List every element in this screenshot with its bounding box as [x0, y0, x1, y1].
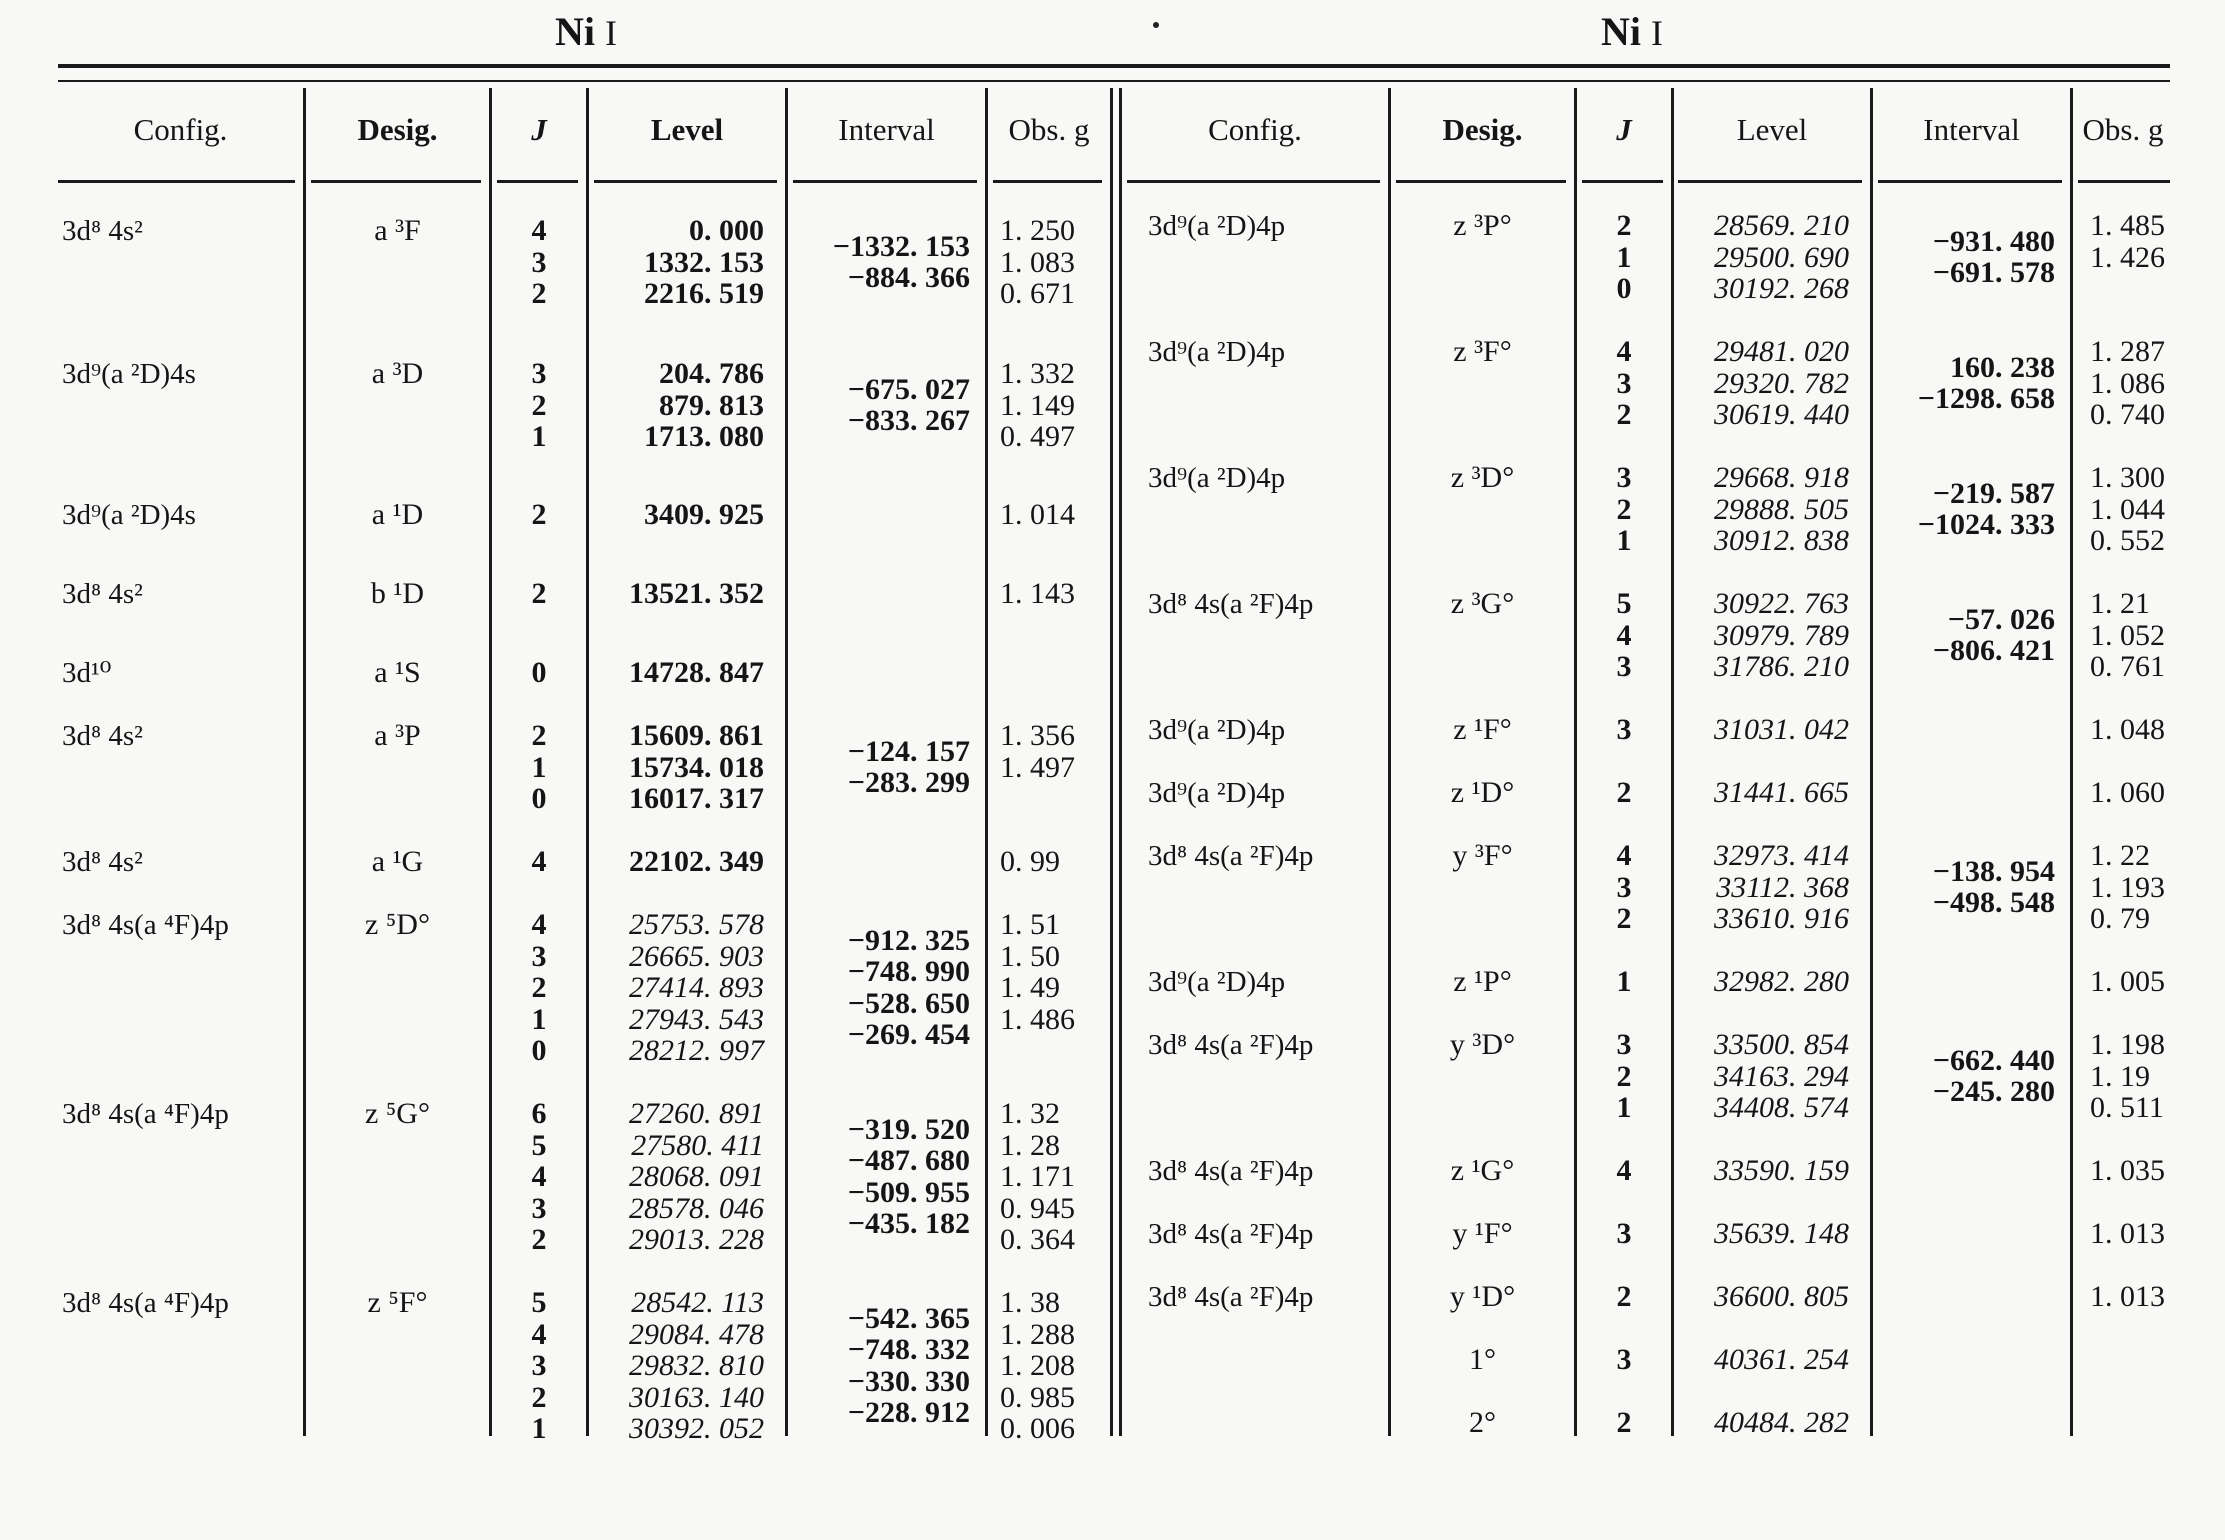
top-rule-thick	[58, 64, 2170, 68]
col-sep-right-j	[1671, 88, 1674, 1436]
j-cell: 3	[1616, 1028, 1632, 1061]
level-cell: 33112. 368	[1716, 870, 1849, 904]
designation-cell: b ¹D	[370, 577, 425, 610]
obs-g-cell: 0. 511	[2090, 1091, 2164, 1124]
obs-g-cell: 1. 28	[1000, 1128, 1060, 1162]
j-cell: 1	[1616, 965, 1632, 998]
level-cell: 29832. 810	[629, 1349, 764, 1382]
designation-cell: z ¹G°	[1450, 1154, 1515, 1187]
j-cell: 4	[531, 908, 547, 941]
level-cell: 30392. 052	[629, 1412, 764, 1445]
obs-g-cell: 0. 497	[1000, 420, 1075, 453]
obs-g-cell: 1. 013	[2090, 1217, 2165, 1250]
j-cell: 2	[531, 498, 547, 531]
level-cell: 3409. 925	[644, 498, 764, 531]
level-cell: 2216. 519	[644, 277, 764, 310]
left-header-level: Level	[650, 112, 724, 147]
level-cell: 33500. 854	[1714, 1028, 1849, 1061]
level-cell: 40484. 282	[1714, 1406, 1849, 1439]
interval-cell: −931. 480	[1932, 224, 2055, 258]
obs-g-cell: 1. 332	[1000, 357, 1075, 390]
interval-cell: −833. 267	[847, 404, 970, 438]
designation-cell: z ⁵G°	[365, 1097, 430, 1130]
interval-cell: −487. 680	[847, 1144, 970, 1178]
obs-g-cell: 0. 671	[1000, 277, 1075, 310]
j-cell: 2	[531, 1380, 547, 1414]
header-rule-right-level	[1678, 180, 1862, 183]
level-cell: 30163. 140	[629, 1380, 764, 1414]
level-cell: 31031. 042	[1714, 713, 1849, 746]
interval-cell: −528. 650	[847, 986, 970, 1020]
config-cell: 3d⁸ 4s(a ⁴F)4p	[62, 1098, 229, 1130]
left-header-config: Config.	[133, 112, 228, 147]
level-cell: 14728. 847	[629, 656, 764, 689]
config-cell: 3d⁸ 4s²	[62, 846, 143, 878]
j-cell: 0	[1616, 272, 1632, 305]
designation-cell: y ¹F°	[1452, 1217, 1513, 1250]
j-cell: 1	[1616, 1091, 1632, 1124]
interval-cell: −912. 325	[847, 923, 970, 957]
interval-cell: −884. 366	[847, 261, 970, 295]
right-header-config: Config.	[1208, 112, 1302, 147]
j-cell: 4	[531, 845, 547, 878]
j-cell: 3	[1616, 713, 1632, 746]
obs-g-cell: 1. 288	[1000, 1317, 1075, 1351]
top-rule-thin	[58, 80, 2170, 82]
table-divider-b	[1119, 88, 1122, 1436]
left-title-element: Ni	[555, 9, 595, 54]
stray-ink-dot	[1153, 22, 1159, 28]
j-cell: 2	[1616, 1280, 1632, 1313]
level-cell: 30192. 268	[1714, 272, 1849, 305]
table-divider-a	[1110, 88, 1113, 1436]
interval-cell: −1298. 658	[1917, 382, 2055, 416]
designation-cell: y ¹D°	[1449, 1280, 1516, 1313]
designation-cell: z ³D°	[1450, 461, 1515, 494]
interval-cell: −228. 912	[847, 1396, 970, 1430]
obs-g-cell: 1. 32	[1000, 1097, 1060, 1130]
config-cell: 3d⁸ 4s(a ⁴F)4p	[62, 909, 229, 941]
level-cell: 31786. 210	[1714, 650, 1849, 683]
j-cell: 1	[531, 420, 547, 453]
header-rule-right-desig	[1396, 180, 1566, 183]
col-sep-left-j	[586, 88, 589, 1436]
obs-g-cell: 1. 083	[1000, 245, 1075, 279]
designation-cell: a ³D	[371, 357, 424, 390]
interval-cell: −748. 990	[847, 955, 970, 989]
j-cell: 4	[1616, 618, 1632, 652]
j-cell: 1	[1616, 240, 1632, 274]
config-cell: 3d⁸ 4s(a ²F)4p	[1148, 588, 1314, 620]
obs-g-cell: 1. 060	[2090, 776, 2165, 809]
level-cell: 32982. 280	[1714, 965, 1849, 998]
j-cell: 2	[1616, 776, 1632, 809]
config-cell: 3d⁸ 4s(a ²F)4p	[1148, 1281, 1314, 1313]
config-cell: 3d⁹(a ²D)4p	[1148, 714, 1286, 746]
j-cell: 3	[1616, 366, 1632, 400]
designation-cell: a ³F	[374, 214, 421, 247]
j-cell: 4	[531, 1160, 547, 1193]
j-cell: 2	[531, 1223, 547, 1256]
config-cell: 3d⁹(a ²D)4p	[1148, 462, 1286, 494]
level-cell: 26665. 903	[629, 939, 764, 973]
level-cell: 30619. 440	[1714, 398, 1849, 431]
level-cell: 30979. 789	[1714, 618, 1849, 652]
j-cell: 1	[531, 1002, 547, 1036]
j-cell: 0	[531, 1034, 547, 1067]
j-cell: 3	[1616, 1343, 1632, 1376]
obs-g-cell: 1. 052	[2090, 618, 2165, 652]
j-cell: 3	[1616, 870, 1632, 904]
left-header-interval: Interval	[838, 112, 935, 147]
level-cell: 34163. 294	[1714, 1059, 1849, 1093]
level-cell: 15734. 018	[629, 750, 764, 784]
config-cell: 3d⁸ 4s²	[62, 720, 143, 752]
right-header-desig: Desig.	[1442, 112, 1523, 147]
obs-g-cell: 0. 79	[2090, 902, 2150, 935]
level-cell: 29084. 478	[629, 1317, 764, 1351]
level-cell: 29013. 228	[629, 1223, 764, 1256]
interval-cell: −57. 026	[1947, 602, 2055, 636]
j-cell: 2	[1616, 1406, 1632, 1439]
obs-g-cell: 0. 99	[1000, 845, 1060, 878]
right-header-interval: Interval	[1923, 112, 2020, 147]
j-cell: 2	[531, 388, 547, 422]
j-cell: 1	[1616, 524, 1632, 557]
level-cell: 22102. 349	[629, 845, 764, 878]
header-rule-right-g	[2078, 180, 2170, 183]
col-sep-left-interval	[985, 88, 988, 1436]
left-header-obs-g: Obs. g	[1008, 112, 1090, 147]
obs-g-cell: 1. 21	[2090, 587, 2150, 620]
j-cell: 4	[1616, 1154, 1632, 1187]
designation-cell: y ³D°	[1449, 1028, 1516, 1061]
level-cell: 28542. 113	[631, 1286, 764, 1319]
level-cell: 32973. 414	[1714, 839, 1849, 872]
j-cell: 2	[531, 971, 547, 1004]
designation-cell: z ¹D°	[1450, 776, 1515, 809]
level-cell: 27943. 543	[629, 1002, 764, 1036]
designation-cell: a ¹S	[374, 656, 421, 689]
header-rule-left-level	[594, 180, 777, 183]
interval-cell: −675. 027	[847, 372, 970, 406]
obs-g-cell: 0. 740	[2090, 398, 2165, 431]
interval-cell: −691. 578	[1932, 256, 2055, 290]
designation-cell: z ³P°	[1453, 209, 1512, 242]
designation-cell: z ⁵F°	[367, 1286, 428, 1319]
left-header-j: J	[531, 112, 547, 147]
right-header-obs-g: Obs. g	[2082, 112, 2164, 147]
obs-g-cell: 1. 38	[1000, 1286, 1060, 1319]
header-rule-left-g	[993, 180, 1102, 183]
left-title-spectrum: I	[605, 13, 617, 53]
level-cell: 879. 813	[659, 388, 764, 422]
j-cell: 5	[531, 1286, 547, 1319]
level-cell: 33610. 916	[1714, 902, 1849, 935]
level-cell: 28578. 046	[629, 1191, 764, 1225]
obs-g-cell: 1. 300	[2090, 461, 2165, 494]
obs-g-cell: 1. 497	[1000, 750, 1075, 784]
level-cell: 29500. 690	[1714, 240, 1849, 274]
level-cell: 13521. 352	[629, 577, 764, 610]
j-cell: 3	[1616, 1217, 1632, 1250]
obs-g-cell: 1. 014	[1000, 498, 1075, 531]
obs-g-cell: 1. 044	[2090, 492, 2165, 526]
interval-cell: 160. 238	[1950, 350, 2055, 384]
interval-cell: −542. 365	[847, 1301, 970, 1335]
obs-g-cell: 1. 486	[1000, 1002, 1075, 1036]
level-cell: 31441. 665	[1714, 776, 1849, 809]
j-cell: 4	[1616, 839, 1632, 872]
config-cell: 3d⁸ 4s²	[62, 578, 143, 610]
j-cell: 3	[531, 1349, 547, 1382]
j-cell: 5	[1616, 587, 1632, 620]
config-cell: 3d⁸ 4s(a ²F)4p	[1148, 840, 1314, 872]
obs-g-cell: 1. 005	[2090, 965, 2165, 998]
header-rule-right-j	[1582, 180, 1663, 183]
right-title-element: Ni	[1601, 9, 1641, 54]
obs-g-cell: 1. 086	[2090, 366, 2165, 400]
level-cell: 29668. 918	[1714, 461, 1849, 494]
config-cell: 3d⁸ 4s(a ²F)4p	[1148, 1029, 1314, 1061]
header-rule-left-j	[497, 180, 578, 183]
obs-g-cell: 0. 761	[2090, 650, 2165, 683]
j-cell: 2	[1616, 209, 1632, 242]
config-cell: 3d⁹(a ²D)4s	[62, 358, 196, 390]
j-cell: 4	[531, 214, 547, 247]
interval-cell: −283. 299	[847, 766, 970, 800]
interval-cell: −509. 955	[847, 1175, 970, 1209]
obs-g-cell: 0. 006	[1000, 1412, 1075, 1445]
interval-cell: −124. 157	[847, 734, 970, 768]
level-cell: 36600. 805	[1714, 1280, 1849, 1313]
obs-g-cell: 1. 49	[1000, 971, 1060, 1004]
interval-cell: −1332. 153	[832, 229, 970, 263]
config-cell: 3d⁸ 4s(a ²F)4p	[1148, 1218, 1314, 1250]
j-cell: 2	[531, 719, 547, 752]
j-cell: 1	[531, 750, 547, 784]
level-cell: 27580. 411	[631, 1128, 764, 1162]
level-cell: 1332. 153	[644, 245, 764, 279]
obs-g-cell: 1. 208	[1000, 1349, 1075, 1382]
obs-g-cell: 1. 51	[1000, 908, 1060, 941]
level-cell: 35639. 148	[1714, 1217, 1849, 1250]
j-cell: 4	[531, 1317, 547, 1351]
obs-g-cell: 1. 149	[1000, 388, 1075, 422]
obs-g-cell: 1. 426	[2090, 240, 2165, 274]
interval-cell: −662. 440	[1932, 1043, 2055, 1077]
j-cell: 2	[1616, 1059, 1632, 1093]
obs-g-cell: 1. 485	[2090, 209, 2165, 242]
header-rule-left-interval	[793, 180, 977, 183]
left-header-desig: Desig.	[357, 112, 438, 147]
header-rule-right-config	[1127, 180, 1380, 183]
level-cell: 25753. 578	[629, 908, 764, 941]
obs-g-cell: 1. 035	[2090, 1154, 2165, 1187]
designation-cell: 1°	[1469, 1343, 1496, 1376]
level-cell: 0. 000	[689, 214, 764, 247]
obs-g-cell: 1. 356	[1000, 719, 1075, 752]
level-cell: 16017. 317	[629, 782, 764, 815]
level-cell: 1713. 080	[644, 420, 764, 453]
obs-g-cell: 1. 048	[2090, 713, 2165, 746]
designation-cell: z ⁵D°	[365, 908, 430, 941]
level-cell: 28569. 210	[1714, 209, 1849, 242]
interval-cell: −330. 330	[847, 1364, 970, 1398]
config-cell: 3d⁹(a ²D)4p	[1148, 210, 1286, 242]
designation-cell: a ¹D	[371, 498, 424, 531]
j-cell: 3	[531, 939, 547, 973]
designation-cell: z ³F°	[1453, 335, 1512, 368]
j-cell: 3	[1616, 650, 1632, 683]
config-cell: 3d⁸ 4s(a ⁴F)4p	[62, 1287, 229, 1319]
designation-cell: a ¹G	[371, 845, 424, 878]
level-cell: 29888. 505	[1714, 492, 1849, 526]
level-cell: 27260. 891	[629, 1097, 764, 1130]
interval-cell: −498. 548	[1932, 886, 2055, 920]
obs-g-cell: 1. 250	[1000, 214, 1075, 247]
j-cell: 2	[531, 277, 547, 310]
j-cell: 3	[531, 357, 547, 390]
left-table-title	[555, 8, 617, 55]
right-title-spectrum: I	[1651, 13, 1663, 53]
config-cell: 3d⁸ 4s(a ²F)4p	[1148, 1155, 1314, 1187]
j-cell: 4	[1616, 335, 1632, 368]
j-cell: 6	[531, 1097, 547, 1130]
j-cell: 0	[531, 656, 547, 689]
config-cell: 3d⁹(a ²D)4s	[62, 499, 196, 531]
interval-cell: −435. 182	[847, 1207, 970, 1241]
header-rule-right-interval	[1878, 180, 2062, 183]
designation-cell: z ¹F°	[1453, 713, 1512, 746]
config-cell: 3d⁹(a ²D)4p	[1148, 966, 1286, 998]
level-cell: 30912. 838	[1714, 524, 1849, 557]
j-cell: 5	[531, 1128, 547, 1162]
obs-g-cell: 1. 19	[2090, 1059, 2150, 1093]
interval-cell: −806. 421	[1932, 634, 2055, 668]
j-cell: 0	[531, 782, 547, 815]
obs-g-cell: 0. 945	[1000, 1191, 1075, 1225]
config-cell: 3d⁸ 4s²	[62, 215, 143, 247]
obs-g-cell: 1. 50	[1000, 939, 1060, 973]
designation-cell: z ³G°	[1450, 587, 1515, 620]
level-cell: 27414. 893	[629, 971, 764, 1004]
header-rule-left-desig	[311, 180, 481, 183]
level-cell: 33590. 159	[1714, 1154, 1849, 1187]
level-cell: 15609. 861	[629, 719, 764, 752]
interval-cell: −748. 332	[847, 1333, 970, 1367]
j-cell: 2	[1616, 492, 1632, 526]
j-cell: 2	[531, 577, 547, 610]
level-cell: 28068. 091	[629, 1160, 764, 1193]
right-header-j: J	[1616, 112, 1632, 147]
level-cell: 204. 786	[659, 357, 764, 390]
j-cell: 1	[531, 1412, 547, 1445]
obs-g-cell: 0. 552	[2090, 524, 2165, 557]
obs-g-cell: 1. 193	[2090, 870, 2165, 904]
interval-cell: −138. 954	[1932, 854, 2055, 888]
level-cell: 29481. 020	[1714, 335, 1849, 368]
obs-g-cell: 1. 143	[1000, 577, 1075, 610]
level-cell: 34408. 574	[1714, 1091, 1849, 1124]
obs-g-cell: 1. 171	[1000, 1160, 1075, 1193]
obs-g-cell: 0. 364	[1000, 1223, 1075, 1256]
config-cell: 3d⁹(a ²D)4p	[1148, 777, 1286, 809]
j-cell: 2	[1616, 398, 1632, 431]
level-cell: 28212. 997	[629, 1034, 764, 1067]
col-sep-right-interval	[2070, 88, 2073, 1436]
j-cell: 3	[531, 245, 547, 279]
obs-g-cell: 1. 013	[2090, 1280, 2165, 1313]
designation-cell: y ³F°	[1452, 839, 1513, 872]
interval-cell: −319. 520	[847, 1112, 970, 1146]
config-cell: 3d⁹(a ²D)4p	[1148, 336, 1286, 368]
level-cell: 29320. 782	[1714, 366, 1849, 400]
interval-cell: −269. 454	[847, 1018, 970, 1052]
config-cell: 3d¹⁰	[62, 657, 112, 689]
obs-g-cell: 1. 198	[2090, 1028, 2165, 1061]
obs-g-cell: 1. 287	[2090, 335, 2165, 368]
header-rule-left-config	[58, 180, 295, 183]
interval-cell: −245. 280	[1932, 1075, 2055, 1109]
obs-g-cell: 1. 22	[2090, 839, 2150, 872]
right-table-title	[1601, 8, 1663, 55]
designation-cell: 2°	[1469, 1406, 1496, 1439]
col-sep-right-level	[1870, 88, 1873, 1436]
right-header-level: Level	[1736, 112, 1808, 147]
designation-cell: z ¹P°	[1453, 965, 1512, 998]
interval-cell: −219. 587	[1932, 476, 2055, 510]
obs-g-cell: 0. 985	[1000, 1380, 1075, 1414]
designation-cell: a ³P	[374, 719, 421, 752]
j-cell: 3	[531, 1191, 547, 1225]
col-sep-left-config	[303, 88, 306, 1436]
j-cell: 2	[1616, 902, 1632, 935]
j-cell: 3	[1616, 461, 1632, 494]
col-sep-left-level	[785, 88, 788, 1436]
interval-cell: −1024. 333	[1917, 508, 2055, 542]
level-cell: 40361. 254	[1714, 1343, 1849, 1376]
level-cell: 30922. 763	[1714, 587, 1849, 620]
